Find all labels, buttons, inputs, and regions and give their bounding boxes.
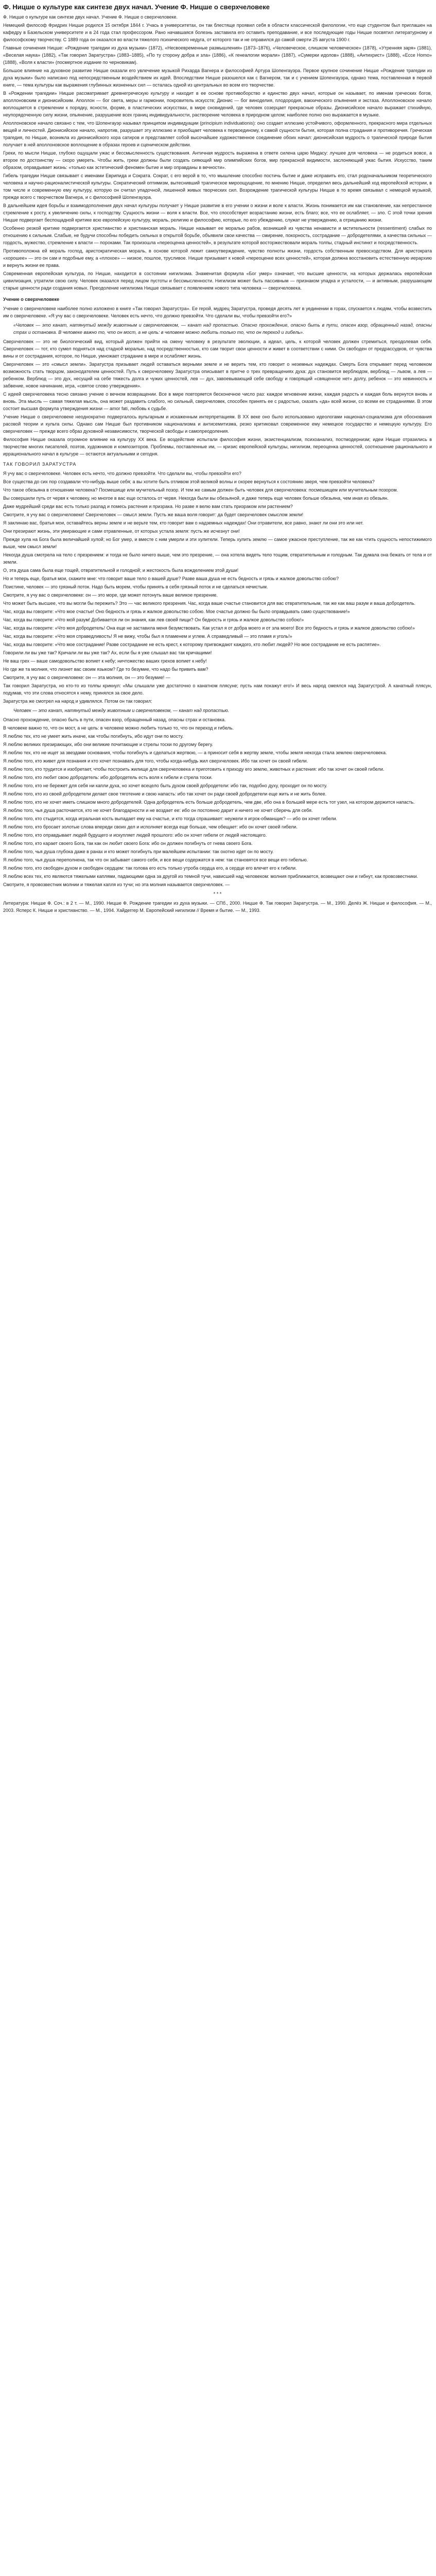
paragraph-text: Учение о сверхчеловеке наиболее полно изложено в книге «Так говорил Заратустра». Ее герой, мудрец Заратустра, проведя десять лет в уединении в горах, спускается к людям, чтобы возвестить им о сверхчеловеке. «Я учу вас о сверхчеловеке. Человек есть нечто, что должно превзойти. Что сделали вы, чтобы превзойти его?» (3, 306, 432, 318)
paragraph-text: Некогда душа смотрела на тело с презрением: и тогда не было ничего выше, чем это презрение, — она хотела видеть тело тощим, отвратительным и голодным. Так думала она бежать от тела и от земли. (3, 552, 432, 565)
paragraph-text: Я люблю того, кто из своей добродетели делает свое тяготение и свою напасть: ибо так хочет он ради своей добродетели еще жить и не жить более. (3, 791, 327, 796)
article-body (3, 13, 432, 914)
paragraph-text: Я люблю того, кто не бережет для себя ни капли духа, но хочет всецело быть духом своей добродетели: ибо так, подобно духу, проходит он по мосту. (3, 783, 327, 788)
paragraph-text: Я люблю того, кто любит свою добродетель: ибо добродетель есть воля к гибели и стрела тоски. (3, 775, 213, 780)
paragraph-text: Я люблю того, кто стыдится, когда игральная кость выпадает ему на счастье, и кто тогда спрашивает: неужели я игрок-обманщик? — ибо он хочет гибели. (3, 816, 337, 821)
paragraph-quote: «Человек — это канат, натянутый между животным и сверхчеловеком, — канат над пропастью. Опасно прохождение, опасно быть в пути, опасен взор, обращенный назад, опасны страх и остановка. В человеке важно то, что он мост, а не цель: в человеке можно любить только то, что он переход и гибель». (13, 323, 432, 335)
article-title: Ф. Ницше о культуре как синтезе двух начал. Учение Ф. Ницше о сверхчеловеке (3, 3, 270, 11)
paragraph-text: Я люблю того, чья душа глубока даже в ранах и кто может погибнуть при малейшем испытании: так охотно идет он по мосту. (3, 849, 274, 854)
paragraph-text: Час, когда вы говорите: «Что мое сострадание! Разве сострадание не есть крест, к которому пригвождают каждого, кто любит людей? Но мое сострадание не есть распятие». (3, 642, 381, 647)
paragraph-text: Час, когда вы говорите: «Что мой разум! Добивается ли он знания, как лев своей пищи? Он бедность и грязь и жалкое довольство собою!» (3, 617, 304, 622)
paragraph-text: Час, когда вы говорите: «Что моя добродетель! Она еще не заставила меня безумствовать. Как устал я от добра моего и от зла моего! Все это бедность и грязь и жалкое довольство собою!» (3, 625, 415, 631)
paragraph-text: Смотрите, я провозвестник молнии и тяжелая капля из тучи; но эта молния называется сверхчеловек. — (3, 882, 230, 887)
paragraph-text: Час, когда вы говорите: «Что моя справедливость! Я не вижу, чтобы был я пламенем и углем. А справедливый — это пламя и уголь!» (3, 634, 292, 639)
paragraph-text: Они презирают жизнь, эти умирающие и сами отравленные, от которых устала земля: пусть же исчезнут они! (3, 529, 240, 534)
paragraph-text: Сверхчеловек — это не биологический вид, который должен прийти на смену человеку в результате эволюции, а идеал, цель, к которой человек должен стремиться, преодолевая себя. Сверхчеловек — тот, кто сумел подняться над стадной моралью, над посредственностью, кто сам творит свои ценности и живет в соответствии с ними. Он свободен от предрассудков, от чувства вины и от сострадания, которое, по Ницше, умножает страдание в мире и ослабляет жизнь. (3, 339, 432, 359)
paragraph-text: Я люблю того, чья душа расточается, кто не хочет благодарности и не воздает ее: ибо он постоянно дарит и ничего не хочет сберечь для себя. (3, 808, 313, 813)
paragraph-text: Я люблю того, кто оправдывает людей будущего и искупляет людей прошлого: ибо он хочет гибели от людей настоящего. (3, 833, 267, 838)
article (0, 0, 436, 914)
paragraph-text: Что такое обезьяна в отношении человека? Посмешище или мучительный позор. И тем же самым должен быть человек для сверхчеловека: посмешищем или мучительным позором. (3, 487, 398, 493)
paragraph-text: Смотрите, я учу вас о сверхчеловеке! Сверхчеловек — смысл земли. Пусть же ваша воля говорит: да будет сверхчеловек смыслом земли! (3, 512, 304, 517)
paragraph-text: Гибель трагедии Ницше связывает с именами Еврипида и Сократа. Сократ, с его верой в то, что мышление способно постичь бытие и даже исправить его, стал родоначальником теоретического человека и научно-рационалистической культуры. Сократический оптимизм, вытеснивший трагическое мироощущение, по мнению Ницше, определил весь дальнейший ход европейской истории, в том числе и современную ему культуру, которую он считал упадочной, лишенной живых творческих сил. Возрождение трагической культуры Ницше в то время связывал с немецкой музыкой, прежде всего с творчеством Вагнера, и с философией Шопенгауэра. (3, 173, 432, 200)
paragraph-text: Сверхчеловек — это «смысл земли». Заратустра призывает людей оставаться верными земле и не верить тем, кто говорит о неземных надеждах. Смерть Бога открывает перед человеком возможность стать творцом, законодателем ценностей. Путь к сверхчеловеку Заратустра описывает в притче о трех превращениях духа: дух становится верблюдом, верблюд — львом, а лев — ребенком. Верблюд — это дух, несущий на себе тяжесть долга и чужих ценностей, лев — дух, завоевывающий себе свободу и говорящий «священное нет» долгу, ребенок — это невинность и забвение, новое начинание, игра, «святое слово утверждения». (3, 362, 432, 388)
paragraph-text: Современная европейская культура, по Ницше, находится в состоянии нигилизма. Знаменитая формула «Бог умер» означает, что высшие ценности, на которых держалась европейская цивилизация, утратили свою силу. Человек оказался перед лицом пустоты и бессмысленности. Нигилизм может быть пассивным — признаком упадка и усталости, — и активным, разрушающим старые ценности ради создания новых. Преодоление нигилизма Ницше связывает с появлением нового типа человека — сверхчеловека. (3, 271, 432, 291)
paragraph-text: Час, когда вы говорите: «Что мое счастье! Оно бедность и грязь и жалкое довольство собою. Мое счастье должно бы было оправдывать само существование!» (3, 609, 350, 614)
paragraph-center: * * * (213, 891, 222, 896)
paragraph-text: Поистине, человек — это грязный поток. Надо быть морем, чтобы принять в себя грязный поток и не сделаться нечистым. (3, 584, 268, 589)
paragraph-text: Я люблю того, кто свободен духом и свободен сердцем: так голова его есть только утроба сердца его, а сердце его влечет его к гибели. (3, 866, 297, 871)
paragraph-text: Но где же та молния, что лизнет вас своим языком? Где то безумие, что надо бы привить вам? (3, 667, 208, 672)
paragraph-text: Я заклинаю вас, братья мои, оставайтесь верны земле и не верьте тем, кто говорит вам о надземных надеждах! Они отравители, все равно, знают ли они это или нет. (3, 520, 364, 526)
paragraph-text: Вы совершили путь от червя к человеку, но многое в вас еще осталось от червя. Некогда были вы обезьяной, и даже теперь еще человек больше обезьяна, чем иная из обезьян. (3, 496, 389, 501)
paragraph-text: Что может быть высшее, что вы могли бы пережить? Это — час великого презрения. Час, когда ваше счастье становится для вас отвратительным, так же как ваш разум и ваша добродетель. (3, 601, 415, 606)
paragraph-text: Заратустра же смотрел на народ и удивлялся. Потом он так говорил: (3, 699, 152, 704)
paragraph-text: В человеке важно то, что он мост, а не цель: в человеке можно любить только то, что он переход и гибель. (3, 725, 234, 731)
paragraph-text: Немецкий философ Фридрих Ницше родился 15 октября 1844 г. Учась в университетах, он так блестяще проявил себя в области классической филологии, что еще студентом был приглашен на кафедру в Базельском университете и в 24 года стал профессором. Рано начавшаяся болезнь заставила его оставить преподавание, и все последующие годы Ницше посвятил литературному и философскому творчеству. С 1889 года он оказался во власти тяжелого психического недуга, от которого так и не оправился до самой смерти 25 августа 1900 г. (3, 23, 432, 42)
paragraph-text: Я люблю того, кто карает своего Бога, так как он любит своего Бога: ибо он должен погибнуть от гнева своего Бога. (3, 841, 253, 846)
paragraph-text: Я учу вас о сверхчеловеке. Человек есть нечто, что должно превзойти. Что сделали вы, чтобы превзойти его? (3, 471, 241, 476)
paragraph-text: Я люблю того, кто бросает золотые слова впереди своих дел и исполняет всегда еще больше, чем обещает: ибо он хочет своей гибели. (3, 824, 298, 829)
paragraph-text: Учение Ницше о сверхчеловеке неоднократно подвергалось вульгарным и искаженным интерпретациям. В XX веке оно было использовано идеологами национал-социализма для обоснования расовой теории и культа силы. Однако сам Ницше был противником национализма и антисемитизма, резко критиковал современное ему немецкое государство и немецкую культуру. Его сверхчеловек — прежде всего образ духовной независимости, творческой свободы и самопреодоления. (3, 414, 432, 434)
paragraph-text: Особенно резкой критике подвергается христианство и христианская мораль. Ницше называет ее моралью рабов, возникшей из чувства ненависти и мстительности (ressentiment) слабых по отношению к сильным. Слабые, не будучи способны победить сильных в открытой борьбе, объявили свои качества — смирение, покорность, сострадание — добродетелями, а качества сильных — гордость, мужество, стремление к власти — пороками. Так произошла «переоценка ценностей», в результате которой восторжествовали мораль толпы, стадный инстинкт и посредственность. (3, 226, 432, 245)
paragraph-text: Противоположна ей мораль господ, аристократическая мораль, в основе которой лежит самоутверждение, чувство полноты жизни, гордость собственным превосходством. Для аристократа «хорошее» — это он сам и подобные ему, а «плохое» — низкое, пошлое, трусливое. Ницше призывает к новой «переоценке всех ценностей», которая должна восстановить естественную иерархию и вернуть жизни ее права. (3, 248, 432, 268)
paragraph-text: Опасно прохождение, опасно быть в пути, опасен взор, обращенный назад, опасны страх и остановка. (3, 717, 226, 722)
paragraph-text: Я люблю того, чья душа переполнена, так что он забывает самого себя, и все вещи содержатся в нем: так становятся все вещи его гибелью. (3, 857, 308, 862)
paragraph-text: В «Рождении трагедии» Ницше рассматривает древнегреческую культуру и находит в ее основе противоборство и единство двух начал, которые он называет, по именам греческих богов, аполлоновским и дионисийским. Аполлон — бог света, меры и гармонии, покровитель искусств; Дионис — бог виноделия, плодородия, вакхического опьянения и экстаза. Аполлоновское начало воплощается в стремлении к порядку, ясности, форме, в пластических искусствах, в мире сновидений, где человек созерцает прекрасные образы. Дионисийское начало выражает стихийную, неупорядоченную силу жизни, опьянение, разрушение всех границ индивидуальности, растворение человека в природном целом; наиболее полно оно выражается в музыке. (3, 91, 432, 117)
paragraph-text: Я люблю тех, кто не ищет за звездами основания, чтобы погибнуть и сделаться жертвою, — а приносит себя в жертву земле, чтобы земля некогда стала землею сверхчеловека. (3, 750, 387, 755)
paragraph-head: Учение о сверхчеловеке (3, 297, 60, 302)
paragraph-text: Я люблю великих презирающих, ибо они великие почитающие и стрелы тоски по другому берегу. (3, 742, 213, 747)
paragraph-text: Я люблю того, кто трудится и изобретает, чтобы построить жилище для сверхчеловека и приготовить к приходу его землю, животных и растения: ибо так хочет он своей гибели. (3, 767, 385, 772)
paragraph-text: Философия Ницше оказала огромное влияние на культуру XX века. Ее воздействие испытали философия жизни, экзистенциализм, психоанализ, постмодернизм; идеи Ницше отразились в творчестве многих писателей, поэтов, художников и композиторов. Проблемы, поставленные им, — кризис европейской культуры, нигилизм, переоценка ценностей, соотношение рационального и иррационального начал в культуре — остаются актуальными и сегодня. (3, 437, 432, 456)
paragraph-text: Говорили ли вы уже так? Кричали ли вы уже так? Ах, если бы я уже слышал вас так кричащими! (3, 650, 212, 655)
paragraph-text: Большое влияние на духовное развитие Ницше оказали его увлечение музыкой Рихарда Вагнера и философией Артура Шопенгауэра. Первое крупное сочинение Ницше «Рождение трагедии из духа музыки» было написано под непосредственным воздействием их идей. Впоследствии Ницше разошелся как с Вагнером, так и с учением Шопенгауэра, однако тема, поставленная в первой книге, — тема культуры как выражения глубинных жизненных сил — осталась одной из центральных во всем его творчестве. (3, 68, 432, 88)
paragraph-text: Греки, по мысли Ницше, глубоко ощущали ужас и бессмысленность существования. Античная мудрость выражена в ответе силена царю Мидасу: лучшее для человека — не родиться вовсе, а второе по достоинству — скоро умереть. Чтобы жить, греки должны были создать сияющий мир олимпийских богов, мир прекрасной видимости, заслоняющий ужас бытия. Искусство, таким образом, оправдывает жизнь: «только как эстетический феномен бытие и мир оправданы в вечности». (3, 150, 432, 170)
paragraph-text: Я люблю тех, кто не умеет жить иначе, как чтобы погибнуть, ибо идут они по мосту. (3, 734, 184, 739)
paragraph-text: О, эта душа сама была еще тощей, отвратительной и голодной; и жестокость была вожделением этой души! (3, 568, 239, 573)
paragraph-text: Литература: Ницше Ф. Соч.: в 2 т. — М., 1990. Ницше Ф. Рождение трагедии из духа музыки. — СПб., 2000. Ницше Ф. Так говорил Заратустра. — М., 1990. Делёз Ж. Ницше и философия. — М., 2003. Ясперс К. Ницше и христианство. — М., 1994. Хайдеггер М. Европейский нигилизм // Время и бытие. — М., 1993. (3, 901, 432, 913)
paragraph-text: Я люблю всех тех, кто являются тяжелыми каплями, падающими одна за другой из темной тучи, нависшей над человеком: молния приближается, возвещают они и гибнут, как провозвестники. (3, 874, 418, 879)
paragraph-quote: Человек — это канат, натянутый между животным и сверхчеловеком, — канат над пропастью. (13, 708, 230, 713)
paragraph-text: Прежде хула на Бога была величайшей хулой; но Бог умер, и вместе с ним умерли и эти хулители. Теперь хулить землю — самое ужасное преступление, так же как чтить сущность непостижимого выше, чем смысл земли! (3, 537, 432, 549)
paragraph-text: Главные сочинения Ницше: «Рождение трагедии из духа музыки» (1872), «Несвоевременные размышления» (1873–1876), «Человеческое, слишком человеческое» (1878), «Утренняя заря» (1881), «Веселая наука» (1882), «Так говорил Заратустра» (1883–1885), «По ту сторону добра и зла» (1886), «К генеалогии морали» (1887), «Сумерки идолов» (1888), «Антихрист» (1888), «Ессе Homo» (1888), «Воля к власти» (посмертное издание по черновикам). (3, 45, 432, 65)
paragraph-text: Даже мудрейший среди вас есть только разлад и помесь растения и призрака. Но разве я велю вам стать призраком или растением? (3, 504, 293, 509)
paragraph-text: Аполлоновское начало связано с тем, что Шопенгауэр называл принципом индивидуации (principium individuationis): оно создает иллюзию устойчивого, оформленного, прекрасного мира отдельных вещей и личностей. Дионисийское начало, напротив, разрушает эту иллюзию и приобщает человека к первоединому, к самой сущности бытия, которая полна страдания и противоречия. Греческая трагедия, по Ницше, возникла из дионисийского хора сатиров и представляет собой высочайшее художественное соединение обоих начал: дионисийская мудрость о трагической природе бытия получает в ней аполлоновское воплощение в образах героев и сценическом действии. (3, 121, 432, 147)
paragraph-text: Все существа до сих пор создавали что-нибудь выше себя; а вы хотите быть отливом этой великой волны и скорее вернуться к состоянию зверя, чем превзойти человека? (3, 479, 375, 484)
paragraph-text: В дальнейшем идея борьбы и взаимодополнения двух начал культуры получает у Ницше развитие в его учении о жизни и воле к власти. Жизнь понимается им как становление, как непрестанное стремление к росту, к увеличению силы, к господству. Сущность жизни — воля к власти. Все, что способствует возрастанию жизни, есть благо; все, что ее ослабляет, — зло. С этой точки зрения Ницше подвергает беспощадной критике всю европейскую культуру, мораль, религию и философию, которые, по его убеждению, служат не утверждению, а отрицанию жизни. (3, 203, 432, 223)
paragraph-text: Ф. Ницше о культуре как синтезе двух начал. Учение Ф. Ницше о сверхчеловеке. (3, 14, 178, 20)
paragraph-text: Не ваш грех — ваше самодовольство вопиет к небу; ничтожество ваших грехов вопиет к небу! (3, 658, 207, 664)
paragraph-text: Смотрите, я учу вас о сверхчеловеке: он — это море, где может потонуть ваше великое презрение. (3, 592, 218, 598)
paragraph-text: Смотрите, я учу вас о сверхчеловеке: он — эта молния, он — это безумие! — (3, 675, 170, 680)
paragraph-text: Так говорил Заратустра, но кто-то из толпы крикнул: «Мы слышали уже достаточно о канатном плясуне; пусть нам покажут его!» И весь народ смеялся над Заратустрой. А канатный плясун, подумав, что эти слова относятся к нему, принялся за свое дело. (3, 683, 432, 696)
paragraph-text: Я люблю того, кто не хочет иметь слишком много добродетелей. Одна добродетель есть больше добродетель, чем две, ибо она в большей мере есть тот узел, на котором держится напасть. (3, 800, 415, 805)
paragraph-text: Я люблю того, кто живет для познания и кто хочет познавать для того, чтобы когда-нибудь жил сверхчеловек. Ибо так хочет он своей гибели. (3, 758, 308, 764)
paragraph-caps: ТАК ГОВОРИЛ ЗАРАТУСТРА (3, 462, 77, 467)
paragraph-text: С идеей сверхчеловека тесно связано учение о вечном возвращении. Все в мире повторяется бесконечное число раз: каждое мгновение жизни, каждая радость и каждая боль вернутся вновь и вновь. Эта мысль — самая тяжелая мысль, она может раздавить слабого, но сильный, сверхчеловек, способен принять ее с радостью, сказать «да» всей жизни, со всеми ее страданиями. В этом состоит высшая формула утверждения жизни — amor fati, любовь к судьбе. (3, 392, 432, 411)
paragraph-text: Но и теперь еще, братья мои, скажите мне: что говорит ваше тело о вашей душе? Разве ваша душа не есть бедность и грязь и жалкое довольство собою? (3, 576, 339, 581)
